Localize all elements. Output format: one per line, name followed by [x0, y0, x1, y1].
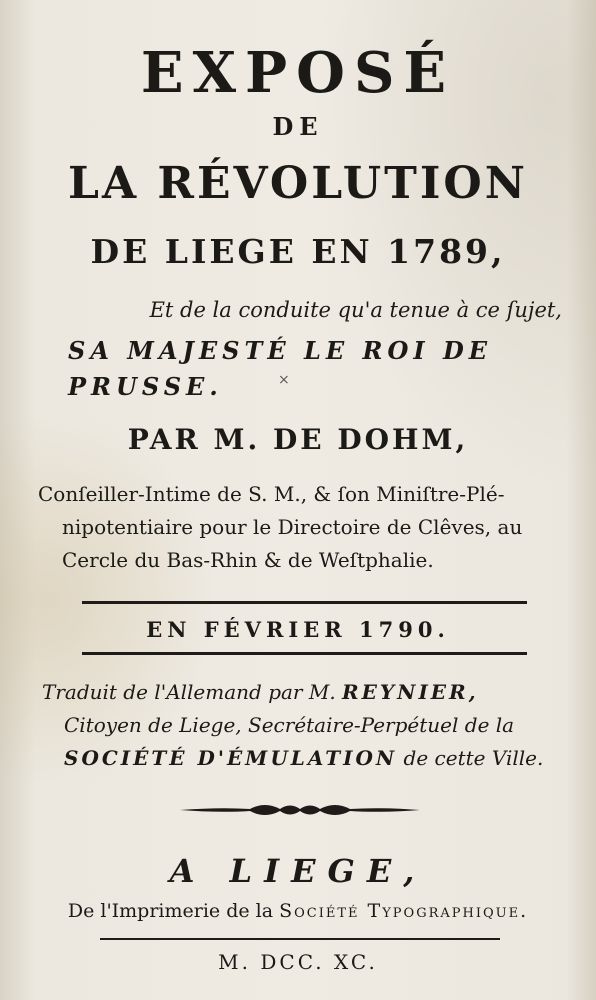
rule-top: [82, 601, 527, 604]
ornament-divider: [180, 798, 420, 822]
author-description-line-3: Cercle du Bas-Rhin & de Weſtphalie.: [62, 548, 434, 572]
translator-name: REYNIER,: [342, 680, 479, 704]
author-description-line-2: nipotentiaire pour le Directoire de Clêves, au: [62, 515, 523, 539]
year-line: M. DCC. XC.: [218, 950, 378, 974]
pencil-mark: ×: [278, 372, 290, 388]
imprint-prefix: De l'Imprimerie de la: [67, 900, 280, 922]
translator-line-1: [42, 676, 567, 709]
title-line-liege: DE LIEGE EN 1789,: [90, 232, 506, 271]
translator-line-3: [42, 742, 567, 775]
society-name: SOCIÉTÉ D'ÉMULATION: [64, 746, 398, 770]
subtitle-line-1: Et de la conduite qu'a tenue à ce ſujet,: [149, 298, 562, 322]
title-line-de: DE: [272, 112, 324, 141]
author-line: PAR M. DE DOHM,: [127, 423, 469, 456]
title-line-revolution: LA RÉVOLUTION: [68, 158, 528, 209]
rule-year: [100, 938, 500, 940]
author-description: [38, 478, 568, 577]
translator-line-3-rest: de cette Ville.: [397, 746, 544, 770]
translator-block: [42, 676, 567, 775]
date-line: EN FÉVRIER 1790.: [146, 617, 450, 642]
translator-line-2: Citoyen de Liege, Secrétaire-Perpétuel de la: [64, 713, 515, 737]
imprint-society: Société Typographique.: [279, 900, 529, 922]
imprint-line: [0, 900, 596, 922]
translator-prefix: Traduit de l'Allemand par M.: [42, 680, 343, 704]
subtitle-line-2: SA MAJESTÉ LE ROI DE: [68, 336, 493, 365]
title-line-expose: EXPOSÉ: [140, 40, 456, 106]
author-description-line-1: Conſeiller-Intime de S. M., & ſon Miniſtre-Plé-: [38, 482, 505, 506]
rule-bottom: [82, 652, 527, 655]
place-line: A LIEGE,: [169, 852, 427, 890]
subtitle-line-3: PRUSSE.: [68, 372, 223, 401]
